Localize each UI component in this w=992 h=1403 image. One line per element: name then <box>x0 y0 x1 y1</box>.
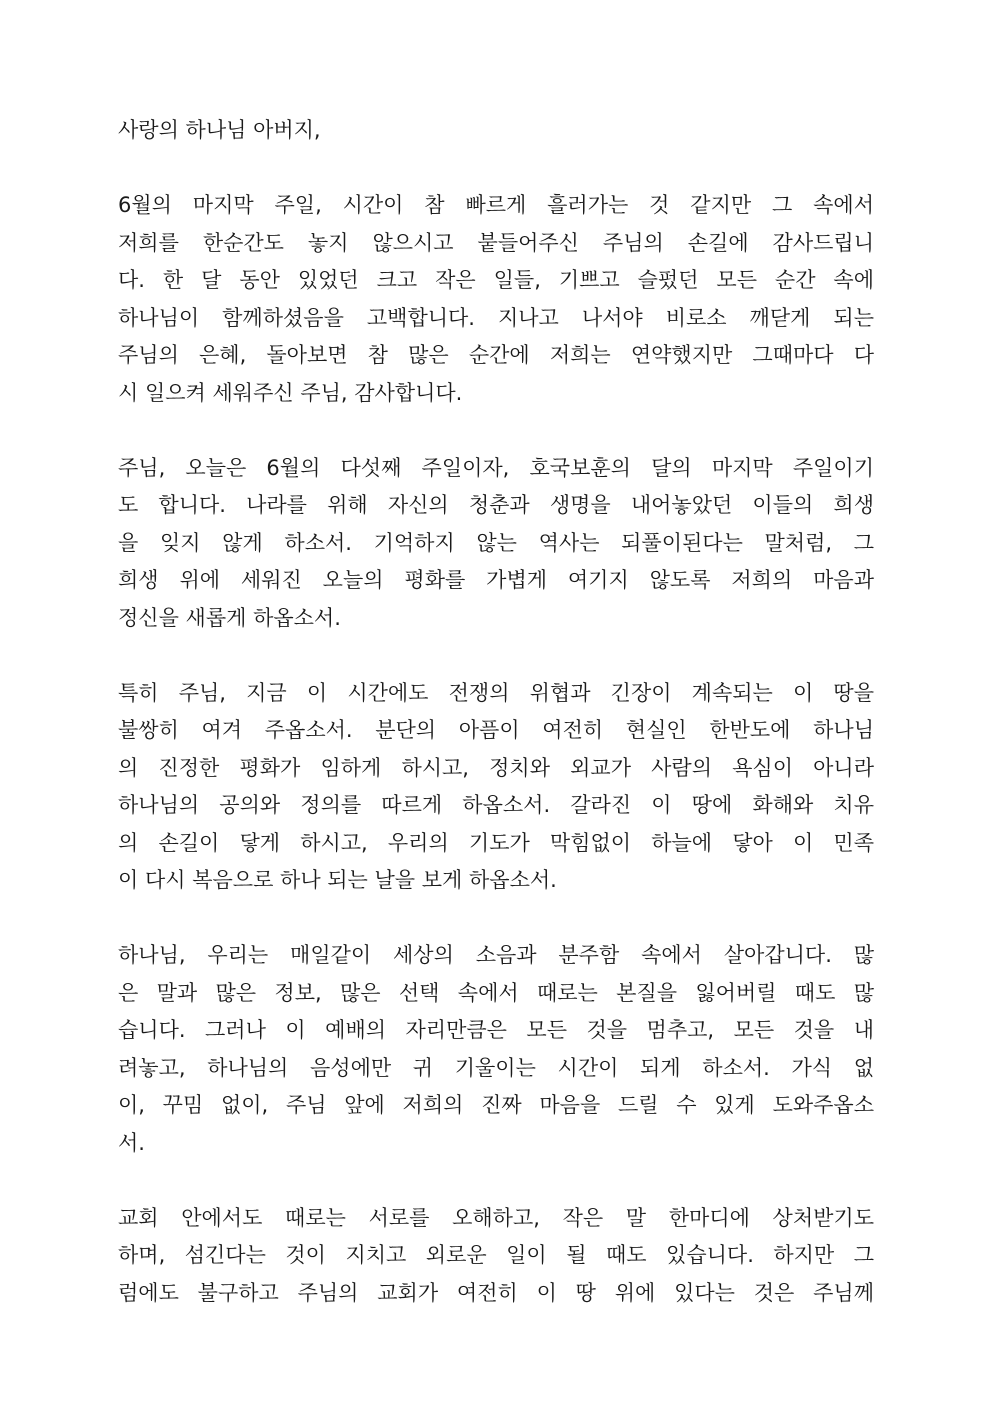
paragraph-line: 하며, 섬긴다는 것이 지치고 외로운 일이 될 때도 있습니다. 하지만 그 <box>118 1243 874 1267</box>
paragraph-line: 불쌍히 여겨 주옵소서. 분단의 아픔이 여전히 현실인 한반도에 하나님 <box>118 718 874 742</box>
paragraph-line: 을 잊지 않게 하소서. 기억하지 않는 역사는 되풀이된다는 말처럼, 그 <box>118 530 874 555</box>
paragraph-line: 습니다. 그러나 이 예배의 자리만큼은 모든 것을 멈추고, 모든 것을 내 <box>118 1018 874 1042</box>
prayer-document <box>118 112 874 1312</box>
paragraph-line: 다. 한 달 동안 있었던 크고 작은 일들, 기쁘고 슬펐던 모든 순간 속에 <box>118 268 874 292</box>
paragraph-line: 희생 위에 세워진 오늘의 평화를 가볍게 여기지 않도록 저희의 마음과 <box>118 568 874 592</box>
paragraph-gap <box>118 412 874 450</box>
paragraph-4 <box>118 937 874 1162</box>
paragraph-line: 은 말과 많은 정보, 많은 선택 속에서 때로는 본질을 잃어버릴 때도 많 <box>118 980 874 1005</box>
paragraph-line: 특히 주님, 지금 이 시간에도 전쟁의 위협과 긴장이 계속되는 이 땅을 <box>118 680 874 705</box>
paragraph-2 <box>118 450 874 638</box>
paragraph-line: 의 진정한 평화가 임하게 하시고, 정치와 외교가 사람의 욕심이 아니라 <box>118 755 874 780</box>
salutation: 사랑의 하나님 아버지, <box>118 118 321 142</box>
paragraph-line: 주님의 은혜, 돌아보면 참 많은 순간에 저희는 연약했지만 그때마다 다 <box>118 343 874 367</box>
paragraph-line: 려놓고, 하나님의 음성에만 귀 기울이는 시간이 되게 하소서. 가식 없 <box>118 1055 874 1080</box>
paragraph-line: 럼에도 불구하고 주님의 교회가 여전히 이 땅 위에 있다는 것은 주님께 <box>118 1280 874 1305</box>
paragraph-line: 도 합니다. 나라를 위해 자신의 청춘과 생명을 내어놓았던 이들의 희생 <box>118 493 874 517</box>
paragraph-line: 하나님, 우리는 매일같이 세상의 소음과 분주함 속에서 살아갑니다. 많 <box>118 943 874 967</box>
paragraph-5 <box>118 1200 874 1313</box>
paragraph-gap <box>118 900 874 938</box>
paragraph-line: 하나님의 공의와 정의를 따르게 하옵소서. 갈라진 이 땅에 화해와 치유 <box>118 793 874 817</box>
paragraph-line: 시 일으켜 세워주신 주님, 감사합니다. <box>118 380 463 405</box>
paragraph-gap <box>118 150 874 188</box>
paragraph-line: 하나님이 함께하셨음을 고백합니다. 지나고 나서야 비로소 깨닫게 되는 <box>118 305 874 330</box>
paragraph-line: 주님, 오늘은 6월의 다섯째 주일이자, 호국보훈의 달의 마지막 주일이기 <box>118 455 874 480</box>
paragraph-line: 정신을 새롭게 하옵소서. <box>118 605 341 630</box>
paragraph-line: 이 다시 복음으로 하나 되는 날을 보게 하옵소서. <box>118 868 557 892</box>
paragraph-3 <box>118 675 874 900</box>
paragraph-line: 의 손길이 닿게 하시고, 우리의 기도가 막힘없이 하늘에 닿아 이 민족 <box>118 830 874 855</box>
paragraph-line: 저희를 한순간도 놓지 않으시고 붙들어주신 주님의 손길에 감사드립니 <box>118 230 874 255</box>
paragraph-1 <box>118 187 874 412</box>
paragraph-gap <box>118 1162 874 1200</box>
paragraph-line: 교회 안에서도 때로는 서로를 오해하고, 작은 말 한마디에 상처받기도 <box>118 1205 874 1230</box>
paragraph-line: 6월의 마지막 주일, 시간이 참 빠르게 흘러가는 것 같지만 그 속에서 <box>118 193 874 217</box>
paragraph-gap <box>118 637 874 675</box>
paragraph-line: 이, 꾸밈 없이, 주님 앞에 저희의 진짜 마음을 드릴 수 있게 도와주옵소 <box>118 1093 874 1117</box>
paragraph-line: 서. <box>118 1130 145 1155</box>
